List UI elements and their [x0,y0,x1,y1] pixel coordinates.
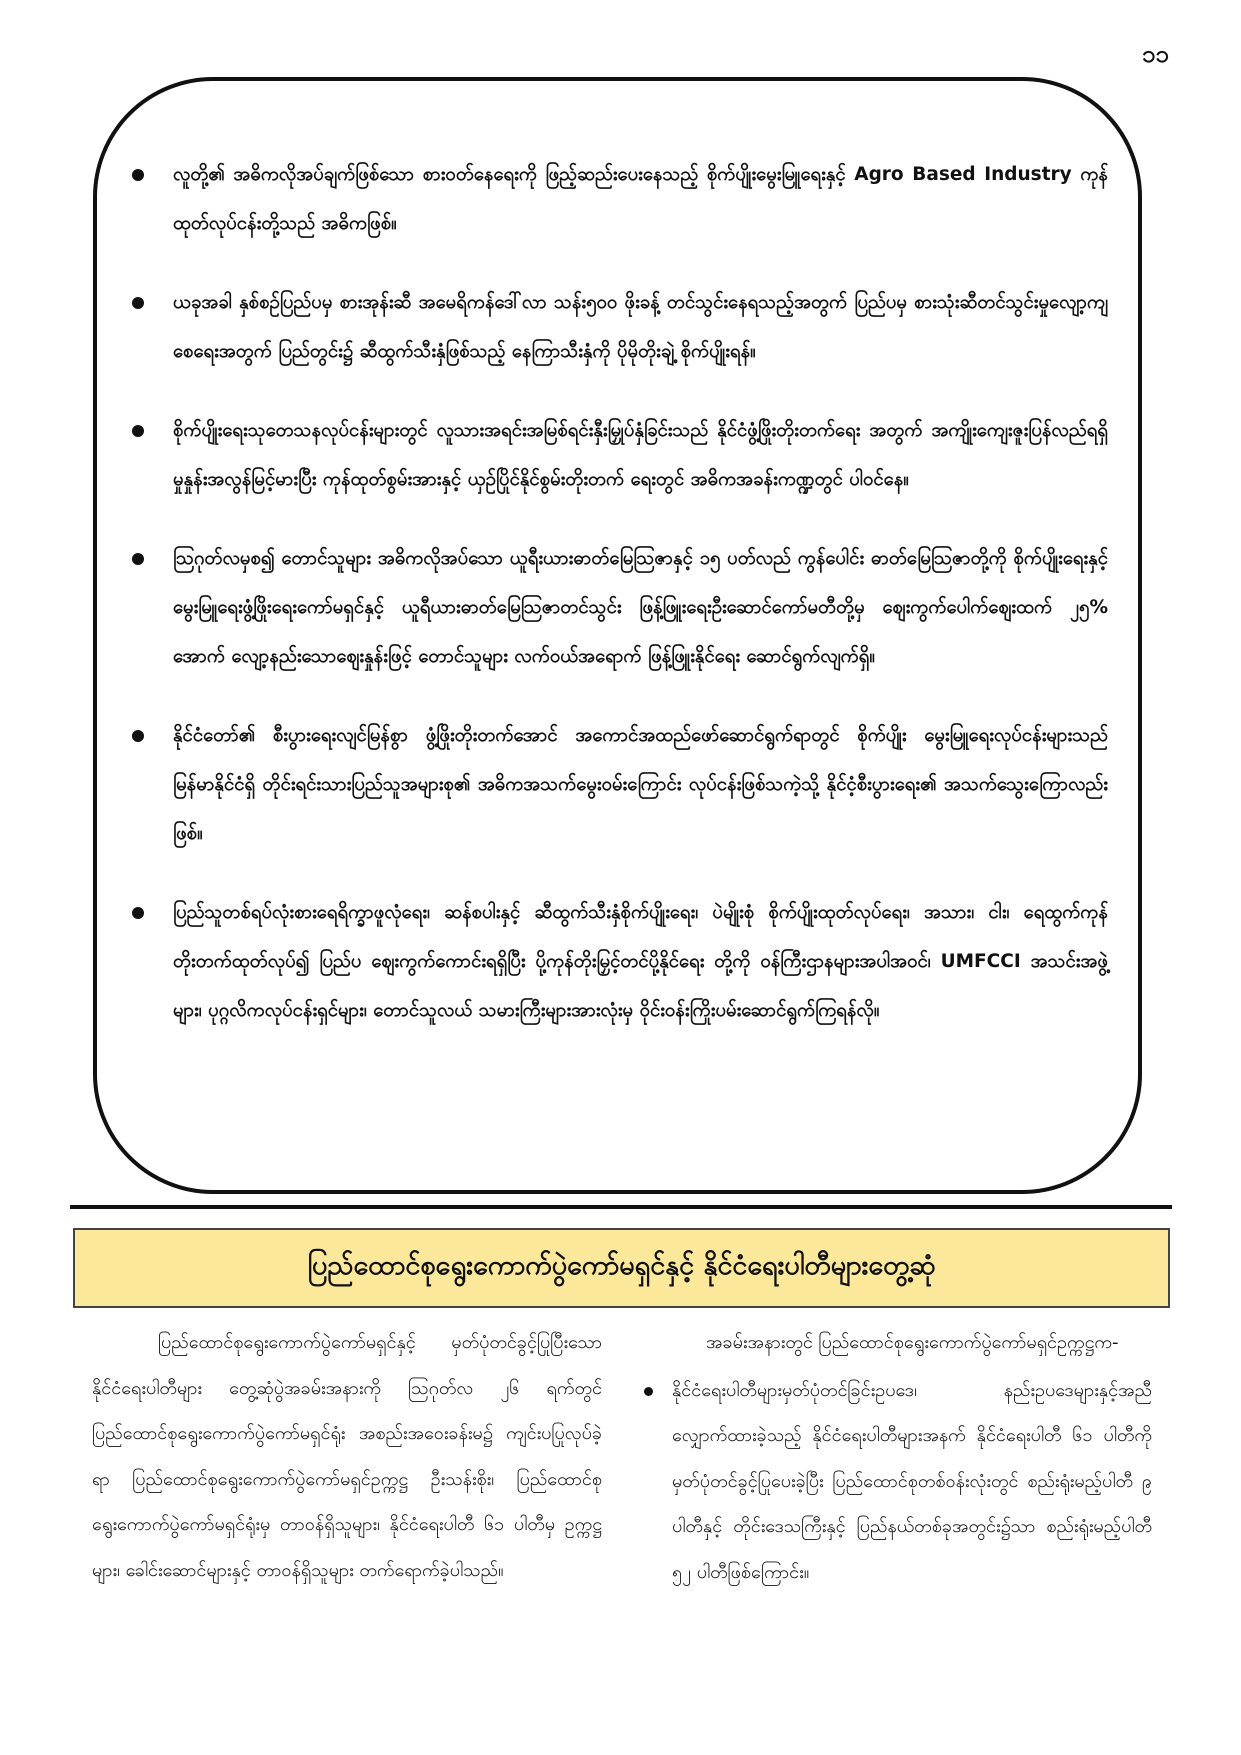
bullet-icon [132,169,144,181]
section-divider [70,1205,1172,1209]
bullet-icon [132,907,144,919]
key-points-list [128,150,1108,1065]
list-item-text: ယခုအခါ နှစ်စဉ်ပြည်ပမှ စားအုန်းဆီ အမေရိကန်ဒေါ်လာ သန်း၅၀၀ ဖိုးခန့် တင်သွင်းနေရသည့်အတွက် ပြည်ပမှ စားသုံးဆီတင်သွင်းမှုလျော့ကျစေရေးအတွက် ပြည်တွင်း၌ ဆီထွက်သီးနှံဖြစ်သည့် နေကြာသီးနှံကို ပိုမိုတိုးချဲ့ စိုက်ပျိုးရန်။ [173,292,1108,362]
list-item [128,150,1108,248]
list-item-text: နိုင်ငံတော်၏ စီးပွားရေးလျင်မြန်စွာ ဖွံ့ဖြိုးတိုးတက်အောင် အကောင်အထည်ဖော်ဆောင်ရွက်ရာတွင် စိုက်ပျိုး မွေးမြူရေးလုပ်ငန်းများသည် မြန်မာနိုင်ငံရှိ တိုင်းရင်းသားပြည်သူအများစု၏ အဓိကအသက်မွေးဝမ်းကြောင်း လုပ်ငန်းဖြစ်သကဲ့သို့ နိုင်ငံ့စီးပွားရေး၏ အသက်သွေးကြောလည်းဖြစ်။ [173,725,1108,844]
right-column [640,1320,1152,1595]
left-column-paragraph [92,1320,602,1593]
list-item [128,278,1108,376]
bullet-icon [132,553,144,565]
bullet-icon [132,730,144,742]
bullet-icon [132,425,144,437]
list-item [128,888,1108,1035]
section-header [73,1228,1170,1308]
page-number: ၁၁ [1142,40,1169,68]
list-item-text: လူတို့၏ အဓိကလိုအပ်ချက်ဖြစ်သော စားဝတ်နေရေးကို ဖြည့်ဆည်းပေးနေသည့် စိုက်ပျိုးမွေးမြူရေးနှင့် Agro Based Industry ကုန်ထုတ်လုပ်ငန်းတို့သည် အဓိကဖြစ်။ [173,164,1108,234]
list-item-text: ဩဂုတ်လမှစ၍ တောင်သူများ အဓိကလိုအပ်သော ယူရီးယားဓာတ်မြေဩဇာနှင့် ၁၅ ပတ်လည် ကွန်ပေါင်း ဓာတ်မြေဩဇာတို့ကို စိုက်ပျိုးရေးနှင့်မွေးမြူရေးဖွံ့ဖြိုးရေးကော်မရှင်နှင့် ယူရီယားဓာတ်မြေဩဇာတင်သွင်း ဖြန့်ဖြူးရေးဦးဆောင်ကော်မတီတို့မှ ဈေးကွက်ပေါက်ဈေးထက် ၂၅% အောက် လျော့နည်းသောဈေးနှုန်းဖြင့် တောင်သူများ လက်ဝယ်အရောက် ဖြန့်ဖြူးနိုင်ရေး ဆောင်ရွက်လျက်ရှိ။ [173,548,1108,667]
right-column-bullet-text: နိုင်ငံရေးပါတီများမှတ်ပုံတင်ခြင်းဥပဒေ၊ နည်းဥပဒေများနှင့်အညီ လျှောက်ထားခဲ့သည့် နိုင်ငံရေးပါတီများအနက် နိုင်ငံရေးပါတီ ၆၁ ပါတီကို မှတ်ပုံတင်ခွင့်ပြုပေးခဲ့ပြီး ပြည်ထောင်စုတစ်ဝန်းလုံးတွင် စည်းရုံးမည့်ပါတီ ၉ ပါတီနှင့် တိုင်းဒေသကြီးနှင့် ပြည်နယ်တစ်ခုအတွင်း၌သာ စည်းရုံးမည့်ပါတီ ၅၂ ပါတီဖြစ်ကြောင်း။ [672,1379,1152,1583]
list-item [128,711,1108,858]
left-column-text: ပြည်ထောင်စုရွေးကောက်ပွဲကော်မရှင်နှင့် မှတ်ပုံတင်ခွင့်ပြုပြီးသော နိုင်ငံရေးပါတီများ တွေ့ဆုံပွဲအခမ်းအနားကို ဩဂုတ်လ ၂၆ ရက်တွင် ပြည်ထောင်စုရွေးကောက်ပွဲကော်မရှင်ရုံး အစည်းအဝေးခန်းမ၌ ကျင်းပပြုလုပ်ခဲ့ရာ ပြည်ထောင်စုရွေးကောက်ပွဲကော်မရှင်ဥက္ကဋ္ဌ ဦးသန်းစိုး၊ ပြည်ထောင်စုရွေးကောက်ပွဲကော်မရှင်ရုံးမှ တာဝန်ရှိသူများ၊ နိုင်ငံရေးပါတီ ၆၁ ပါတီမှ ဥက္ကဋ္ဌများ၊ ခေါင်းဆောင်များနှင့် တာဝန်ရှိသူများ တက်ရောက်ခဲ့ပါသည်။ [92,1332,602,1581]
list-item [128,406,1108,504]
bullet-icon [644,1387,653,1396]
list-item-text: စိုက်ပျိုးရေးသုတေသနလုပ်ငန်းများတွင် လူသားအရင်းအမြစ်ရင်းနှီးမြှုပ်နှံခြင်းသည် နိုင်ငံဖွံ့ဖြိုးတိုးတက်ရေး အတွက် အကျိုးကျေးဇူးပြန်လည်ရရှိမှုနှုန်းအလွန်မြင့်မားပြီး ကုန်ထုတ်စွမ်းအားနှင့် ယှဉ်ပြိုင်နိုင်စွမ်းတိုးတက် ရေးတွင် အဓိကအခန်းကဏ္ဍတွင် ပါဝင်နေ။ [173,420,1108,490]
right-column-intro [640,1320,1152,1366]
list-item-text: ပြည်သူတစ်ရပ်လုံးစားရေရိက္ခာဖူလုံရေး၊ ဆန်စပါးနှင့် ဆီထွက်သီးနှံစိုက်ပျိုးရေး၊ ပဲမျိုးစုံ စိုက်ပျိုးထုတ်လုပ်ရေး၊ အသား၊ ငါး၊ ရေထွက်ကုန်တိုးတက်ထုတ်လုပ်၍ ပြည်ပ ဈေးကွက်ကောင်းရရှိပြီး ပို့ကုန်တိုးမြှင့်တင်ပို့နိုင်ရေး တို့ကို ဝန်ကြီးဌာနများအပါအဝင်၊ UMFCCI အသင်းအဖွဲ့များ၊ ပုဂ္ဂလိကလုပ်ငန်းရှင်များ၊ တောင်သူလယ် သမားကြီးများအားလုံးမှ ဝိုင်းဝန်းကြိုးပမ်းဆောင်ရွက်ကြရန်လို။ [173,902,1108,1021]
bullet-icon [132,297,144,309]
list-item [640,1368,1152,1596]
section-title: ပြည်ထောင်စုရွေးကောက်ပွဲကော်မရှင်နှင့် နိုင်ငံရေးပါတီများတွေ့ဆုံ [307,1250,936,1281]
right-column-intro-text: အခမ်းအနားတွင် ပြည်ထောင်စုရွေးကောက်ပွဲကော်မရှင်ဥက္ကဋ္ဌက- [706,1332,1119,1353]
list-item [128,534,1108,681]
